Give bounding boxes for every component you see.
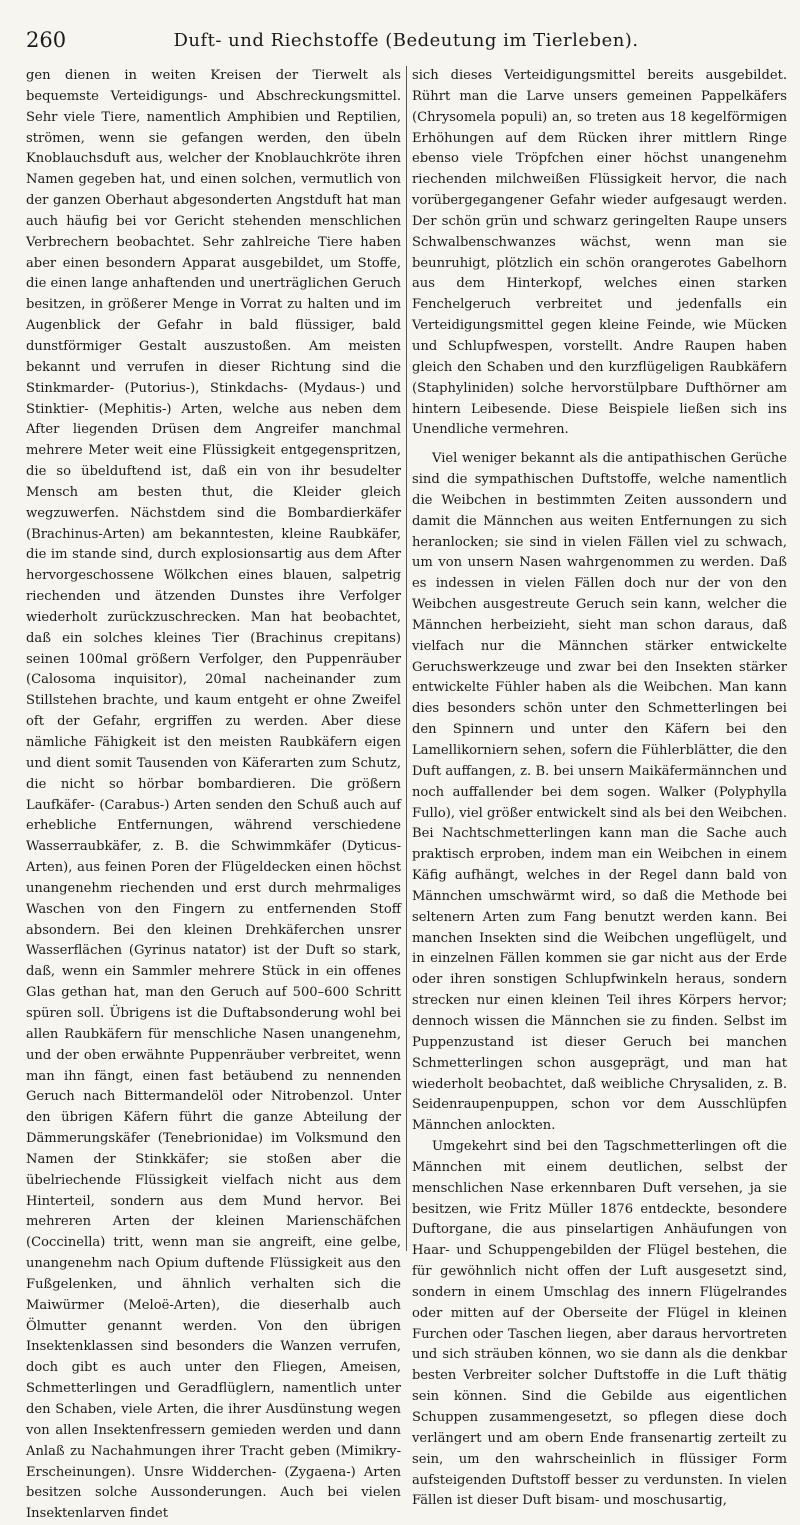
running-title: Duft- und Riechstoffe (Bedeutung im Tierleben). [173,30,639,51]
left-paragraph-1: gen dienen in weiten Kreisen der Tierwelt als bequemste Verteidigungs- und Abschreckungsmittel. Sehr viele Tiere, namentlich Amphibien und Reptilien, strömen, wenn sie gefangen werden, den übeln Knoblauchsduft aus, welcher der Knoblauchkröte ihren Namen gegeben hat, und einen solchen, vermutlich von der ganzen Oberhaut abgesonderten Angstduft hat man auch häufig bei vor Gericht stehenden menschlichen Verbrechern beobachtet. Sehr zahlreiche Tiere haben aber einen besondern Apparat ausgebildet, um Stoffe, die einen lange anhaftenden und unerträglichen Geruch besitzen, in größerer Menge in Vorrat zu halten und im Augenblick der Gefahr in bald flüssiger, bald dunstförmiger Gestalt auszustoßen. Am meisten bekannt und verrufen in dieser Richtung sind die Stinkmarder- (Putorius-), Stinkdachs- (Mydaus-) und Stinktier- (Mephitis-) Arten, welche aus neben dem After liegenden Drüsen dem Angreifer manchmal mehrere Meter weit eine Flüssigkeit entgegenspritzen, die so übelduftend ist, daß ein von ihr besudelter Mensch am besten thut, die Kleider gleich wegzuwerfen. Nächstdem sind die Bombardierkäfer (Brachinus-Arten) am bekanntesten, kleine Raubkäfer, die im stande sind, durch explosionsartig aus dem After hervorgeschossene Wölkchen eines blauen, salpetrig riechenden und ätzenden Dunstes ihre Verfolger wiederholt zurückzuschrecken. Man hat beobachtet, daß ein solches kleines Tier (Brachinus crepitans) seinen 100mal größern Verfolger, den Puppenräuber (Calosoma inquisitor), 20mal nacheinander zum Stillstehen brachte, und kaum entgeht er ohne Zweifel oft der Gefahr, ergriffen zu werden. Aber diese nämliche Fähigkeit ist den meisten Raubkäfern eigen und dient somit Tausenden von Käferarten zum Schutz, die nicht so hörbar bombardieren. Die größern Laufkäfer- (Carabus-) Arten senden den Schuß auch auf erhebliche Entfernungen, während verschiedene Wasserraubkäfer, z. B. die Schwimmkäfer (Dyticus-Arten), aus feinen Poren der Flügeldecken einen höchst unangenehm riechenden und erst durch mehrmaliges Waschen von den Fingern zu entfernenden Stoff absondern. Bei den kleinen Drehkäferchen unsrer Wasserflächen (Gyrinus natator) ist der Duft so stark, daß, wenn ein Sammler mehrere Stück in ein offenes Glas gethan hat, man den Geruch auf 500–600 Schritt spüren soll. Übrigens ist die Duftabsonderung wohl bei allen Raubkäfern für menschliche Nasen unangenehm, und der oben erwähnte Puppenräuber verbreitet, wenn man ihn fängt, einen fast betäubend zu nennenden Geruch nach Bittermandelöl oder Nitrobenzol. Unter den übrigen Käfern führt die ganze Abteilung der Dämmerungskäfer (Tenebrionidae) im Volksmund den Namen der Stinkkäfer; sie stoßen aber die übelriechende Flüssigkeit vielfach nicht aus dem Hinterteil, sondern aus dem Mund hervor. Bei mehreren Arten der kleinen Marienschäfchen (Coccinella) tritt, wenn man sie angreift, eine gelbe, unangenehm nach Opium duftende Flüssigkeit aus den Fußgelenken, und ähnlich verhalten sich die Maiwürmer (Meloë-Arten), die dieserhalb auch Ölmutter genannt werden. Von den übrigen Insektenklassen sind besonders die Wanzen verrufen, doch gibt es auch unter den Fliegen, Ameisen, Schmetterlingen und Geradflüglern, namentlich unter den Schaben, viele Arten, die ihrer Ausdünstung wegen von allen Insektenfressern gemieden werden und dann Anlaß zu Nachahmungen ihrer Tracht geben (Mimikry-Erscheinungen). Unsre Widderchen- (Zygaena-) Arten besitzen solche Aussonderungen. Auch bei vielen Insektenlarven findet [26,68,401,1522]
right-paragraph-2: Viel weniger bekannt als die antipathischen Gerüche sind die sympathischen Duftstoffe, welche namentlich die Weibchen in bestimmten Zeiten aussondern und damit die Männchen aus weiten Entfernungen zu sich heranlocken; sie sind in vielen Fällen viel zu schwach, um von unsern Nasen wahrgenommen zu werden. Daß es indessen in vielen Fällen doch nur der von den Weibchen ausgestreute Geruch sein kann, welcher die Männchen herbeizieht, sieht man schon daraus, daß vielfach nur die Männchen stärker entwickelte Geruchswerkzeuge und zwar bei den Insekten stärker entwickelte Fühler haben als die Weibchen. Man kann dies besonders schön unter den Schmetterlingen bei den Spinnern und unter den Käfern bei den Lamellikorniern sehen, sofern die Fühlerblätter, die den Duft auffangen, z. B. bei unsern Maikäfermännchen und noch auffallender bei dem sogen. Walker (Polyphylla Fullo), viel größer entwickelt sind als bei den Weibchen. Bei Nachtschmetterlingen kann man die Sache auch praktisch erproben, indem man ein Weibchen in einem Käfig aufhängt, welches in der Regel dann bald von Männchen umschwärmt wird, so daß die Methode bei seltenern Arten zum Fang benutzt werden kann. Bei manchen Insekten sind die Weibchen ungeflügelt, und in einzelnen Fällen kommen sie gar nicht aus der Erde oder ihren sonstigen Schlupfwinkeln heraus, sondern strecken nur einen kleinen Teil ihres Körpers hervor; dennoch wissen die Männchen sie zu finden. Selbst im Puppenzustand ist dieser Geruch bei manchen Schmetterlingen schon ausgeprägt, und man hat wiederholt beobachtet, daß weibliche Chrysaliden, z. B. Seidenraupenpuppen, schon vor dem Ausschlüpfen Männchen anlockten. [412,451,787,1134]
page-header [26,28,786,60]
right-column [412,66,787,1509]
text-columns [26,66,787,1522]
left-column [26,66,401,1522]
right-paragraph-3: Umgekehrt sind bei den Tagschmetterlingen oft die Männchen mit einem deutlichen, selbst der menschlichen Nase erkennbaren Duft versehen, ja sie besitzen, wie Fritz Müller 1876 entdeckte, besondere Duftorgane, die aus pinselartigen Anhäufungen von Haar- und Schuppengebilden der Flügel bestehen, die für gewöhnlich nicht offen der Luft ausgesetzt sind, sondern in einem Umschlag des innern Flügelrandes oder mitten auf der Oberseite der Flügel in kleinen Furchen oder Taschen liegen, aber daraus hervortreten und sich sträuben können, wo sie dann als die denkbar besten Verbreiter solcher Duftstoffe in die Luft thätig sein können. Sind die Gebilde aus eigentlichen Schuppen zusammengesetzt, so pflegen diese doch verlängert und am obern Ende fransenartig zerteilt zu sein, um den wahrscheinlich in flüssiger Form aufsteigenden Duftstoff besser zu verdunsten. In vielen Fällen ist dieser Duft bisam- und moschusartig, [412,1139,787,1509]
column-divider [406,66,407,1251]
page-number: 260 [26,28,67,52]
right-paragraph-1: sich dieses Verteidigungsmittel bereits ausgebildet. Rührt man die Larve unsers gemeinen Pappelkäfers (Chrysomela populi) an, so treten aus 18 kegelförmigen Erhöhungen auf dem Rücken ihrer mittlern Ringe ebenso viele Tröpfchen einer höchst unangenehm riechenden milchweißen Flüssigkeit hervor, die nach vorübergegangener Gefahr wieder aufgesaugt werden. Der schön grün und schwarz geringelten Raupe unsers Schwalbenschwanzes wächst, wenn man sie beunruhigt, plötzlich ein schön orangerotes Gabelhorn aus dem Hinterkopf, welches einen starken Fenchelgeruch verbreitet und jedenfalls ein Verteidigungsmittel gegen kleine Feinde, wie Mücken und Schlupfwespen, vorstellt. Andre Raupen haben gleich den Schaben und den kurzflügeligen Raubkäfern (Staphyliniden) solche hervorstülpbare Dufthörner am hintern Leibesende. Diese Beispiele ließen sich ins Unendliche vermehren. [412,68,787,438]
